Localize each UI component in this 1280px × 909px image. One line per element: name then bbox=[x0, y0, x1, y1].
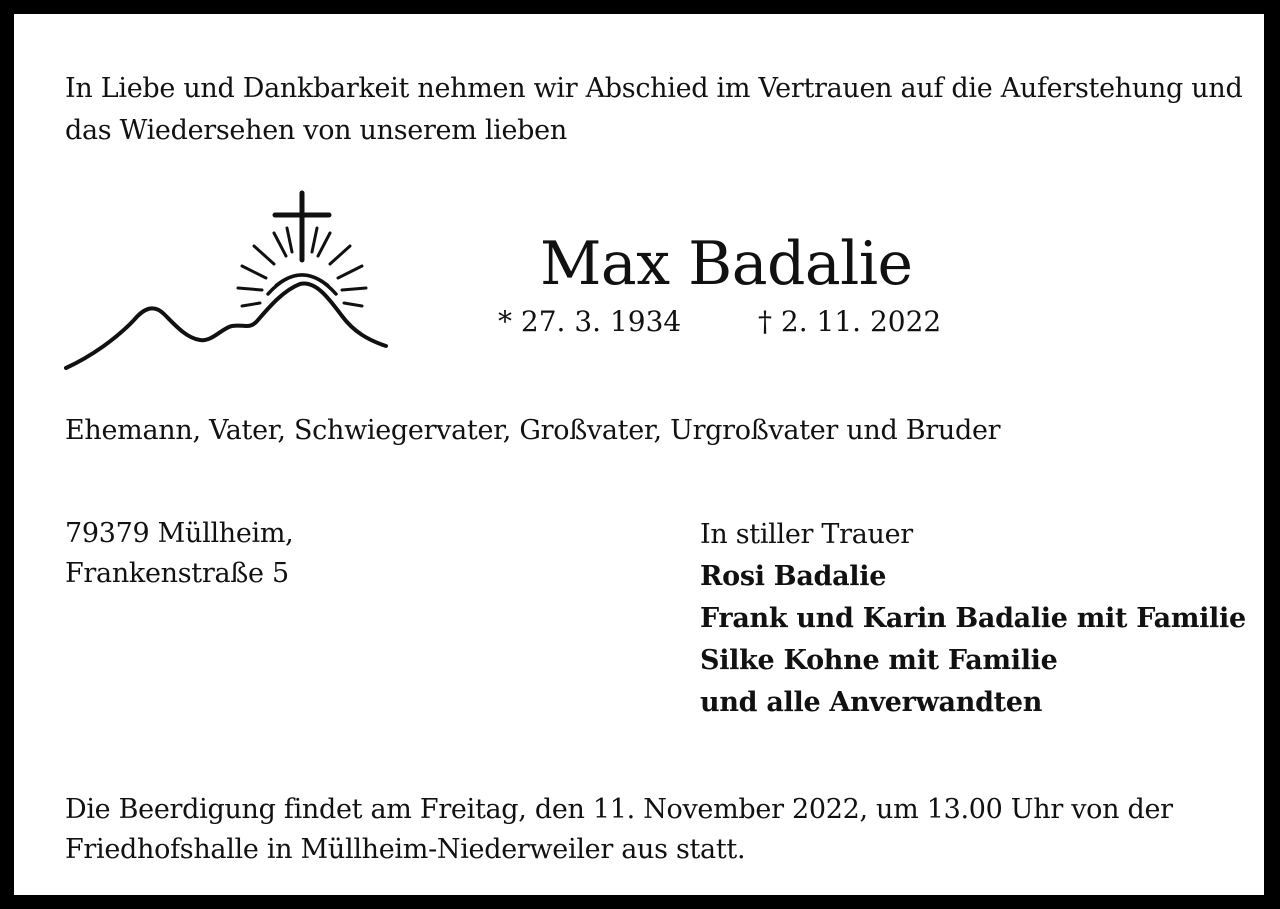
funeral-line-1: Die Beerdigung findet am Freitag, den 11. November 2022, um 13.00 Uhr von der bbox=[65, 794, 1173, 825]
mourner-name: Rosi Badalie bbox=[700, 561, 887, 592]
intro-line-1: In Liebe und Dankbarkeit nehmen wir Abschied im Vertrauen auf die Auferstehung und bbox=[65, 73, 1243, 104]
funeral-line-2: Friedhofshalle in Müllheim-Niederweiler aus statt. bbox=[65, 834, 746, 865]
death-date: † 2. 11. 2022 bbox=[758, 305, 942, 338]
deceased-name: Max Badalie bbox=[540, 229, 913, 299]
intro-text bbox=[65, 68, 1242, 152]
mourner-name: Silke Kohne mit Familie bbox=[700, 645, 1058, 676]
mourners-heading: In stiller Trauer bbox=[700, 519, 913, 550]
mourners-block bbox=[700, 514, 1246, 724]
mourner-name: Frank und Karin Badalie mit Familie bbox=[700, 603, 1246, 634]
relation-text: Ehemann, Vater, Schwiegervater, Großvater, Urgroßvater und Bruder bbox=[65, 415, 1001, 446]
intro-line-2: das Wiedersehen von unserem lieben bbox=[65, 115, 567, 146]
funeral-notice bbox=[65, 790, 1173, 870]
cross-sun-mountain-icon bbox=[62, 188, 392, 374]
birth-date: * 27. 3. 1934 bbox=[498, 305, 682, 338]
address-line-1: 79379 Müllheim, bbox=[65, 518, 294, 549]
mourner-name: und alle Anverwandten bbox=[700, 687, 1043, 718]
address-block bbox=[65, 514, 293, 594]
address-line-2: Frankenstraße 5 bbox=[65, 558, 289, 589]
